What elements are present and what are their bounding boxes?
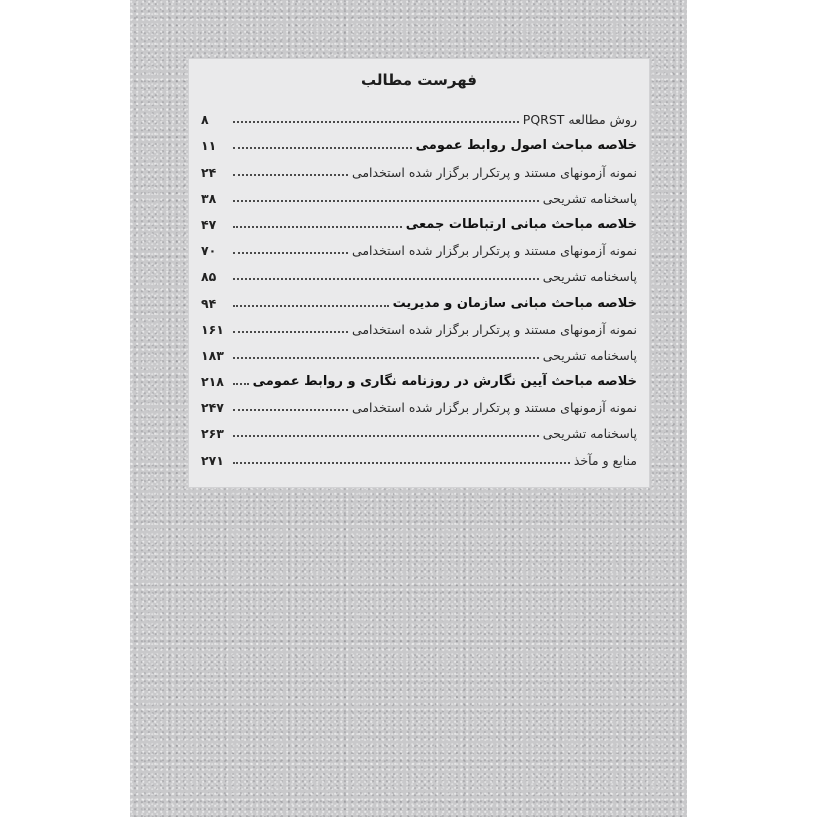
toc-entry-page-number: ۳۸ <box>201 190 217 206</box>
toc-entry-page-number: ۹۴ <box>201 295 217 311</box>
toc-entry-label: نمونه آزمونهای مستند و پرتکرار برگزار شده استخدامی <box>351 400 637 416</box>
table-of-contents <box>188 58 650 488</box>
toc-dot-leader <box>233 199 539 202</box>
toc-dot-leader <box>233 434 539 437</box>
toc-dot-leader <box>233 173 348 176</box>
toc-entry <box>201 363 637 389</box>
toc-entry <box>201 311 637 337</box>
toc-list <box>201 101 637 468</box>
toc-entry-label: پاسخنامه تشریحی <box>542 269 637 285</box>
toc-entry-page-number: ۱۱ <box>201 138 217 154</box>
toc-entry-label: خلاصه مباحث آیین نگارش در روزنامه نگاری و روابط عمومی <box>252 374 637 390</box>
toc-entry <box>201 127 637 153</box>
toc-entry <box>201 232 637 258</box>
toc-entry-page-number: ۸ <box>201 112 209 128</box>
toc-entry <box>201 284 637 310</box>
toc-entry-label: خلاصه مباحث مبانی ارتباطات جمعی <box>405 216 637 232</box>
toc-entry <box>201 206 637 232</box>
toc-entry <box>201 389 637 415</box>
toc-entry-page-number: ۸۵ <box>201 269 217 285</box>
toc-dot-leader <box>233 304 389 307</box>
toc-dot-leader <box>233 146 412 149</box>
toc-entry-label: خلاصه مباحث اصول روابط عمومی <box>415 138 637 154</box>
toc-title: فهرست مطالب <box>361 71 477 89</box>
toc-entry-page-number: ۲۶۳ <box>201 426 224 442</box>
toc-entry <box>201 441 637 467</box>
toc-dot-leader <box>233 277 539 280</box>
toc-entry-page-number: ۲۴ <box>201 164 217 180</box>
toc-entry-label: پاسخنامه تشریحی <box>542 347 637 363</box>
toc-entry-page-number: ۲۱۸ <box>201 374 224 390</box>
toc-entry <box>201 101 637 127</box>
toc-dot-leader <box>233 225 402 228</box>
toc-entry-page-number: ۱۸۳ <box>201 347 224 363</box>
toc-entry <box>201 337 637 363</box>
toc-entry-label: نمونه آزمونهای مستند و پرتکرار برگزار شده استخدامی <box>351 243 637 259</box>
toc-entry <box>201 153 637 179</box>
toc-entry-label: پاسخنامه تشریحی <box>542 426 637 442</box>
toc-dot-leader <box>233 408 348 411</box>
toc-entry-label: نمونه آزمونهای مستند و پرتکرار برگزار شده استخدامی <box>351 321 637 337</box>
toc-dot-leader <box>233 251 348 254</box>
toc-entry <box>201 180 637 206</box>
toc-dot-leader <box>233 330 348 333</box>
toc-dot-leader <box>233 461 570 464</box>
toc-dot-leader <box>233 120 519 123</box>
toc-entry-page-number: ۲۴۷ <box>201 400 224 416</box>
toc-entry-page-number: ۴۷ <box>201 216 217 232</box>
toc-entry-label: منابع و مآخذ <box>573 452 637 468</box>
toc-entry-label: خلاصه مباحث مبانی سازمان و مدیریت <box>392 295 637 311</box>
toc-dot-leader <box>233 356 539 359</box>
toc-entry-page-number: ۱۶۱ <box>201 321 224 337</box>
toc-dot-leader <box>233 382 249 385</box>
toc-entry-page-number: ۲۷۱ <box>201 452 224 468</box>
toc-entry-label: نمونه آزمونهای مستند و پرتکرار برگزار شده استخدامی <box>351 164 637 180</box>
toc-entry-label: روش مطالعه PQRST <box>522 112 637 128</box>
toc-entry-page-number: ۷۰ <box>201 243 217 259</box>
toc-entry-label: پاسخنامه تشریحی <box>542 190 637 206</box>
toc-entry <box>201 258 637 284</box>
toc-entry <box>201 415 637 441</box>
